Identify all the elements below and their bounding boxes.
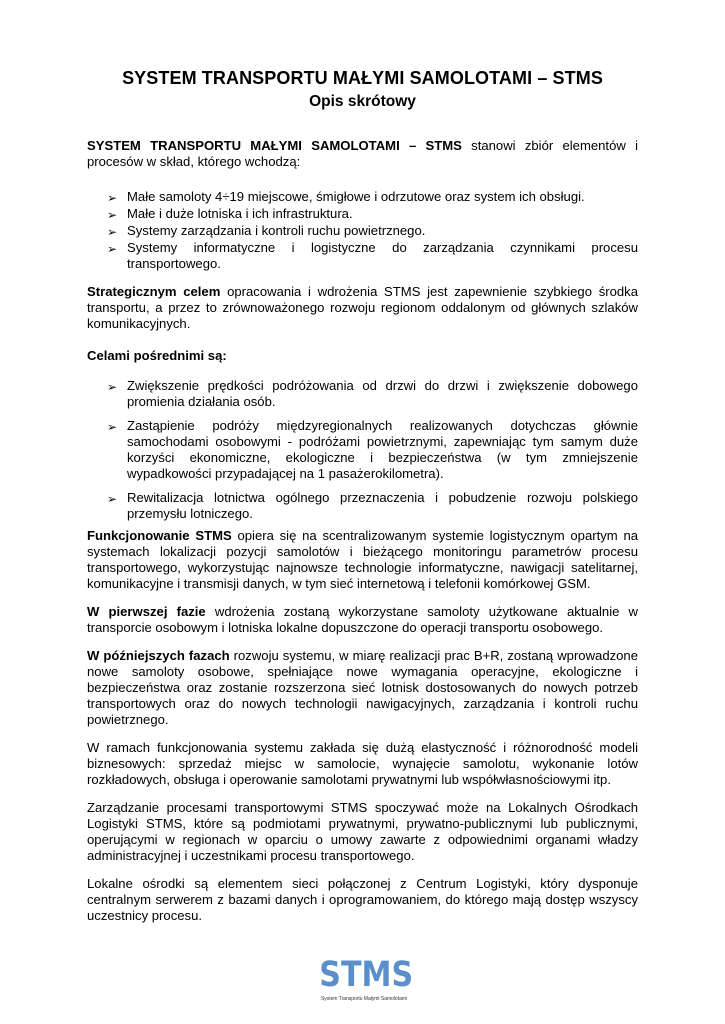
later-phases-paragraph [87,648,638,728]
list-item-text: Systemy zarządzania i kontroli ruchu powietrznego. [127,223,426,238]
functioning-paragraph [87,528,638,592]
list-item [87,378,638,410]
flexibility-paragraph: W ramach funkcjonowania systemu zakłada się dużą elastyczność i różnorodność modeli biznesowych: sprzedaż miejsc w samolocie, wynajęcie samolotu, wykonanie lotów rozkładowych, obsługa i operowanie samolotami prywatnymi lub współwłasnościowymi itp. [87,740,638,787]
stms-logo [312,956,416,1002]
page-subtitle: Opis skrótowy [309,93,416,110]
list-item [87,223,638,240]
logo-tagline: System Transportu Małymi Samolotami [320,996,408,1002]
strategic-goal-paragraph [87,284,638,332]
list-item [87,418,638,482]
list-item [87,490,638,522]
list-item-text: Małe i duże lotniska i ich infrastruktura. [127,206,353,221]
list-item-text: Zastąpienie podróży międzyregionalnych realizowanych dotychczas głównie samochodami osobowymi - podróżami powietrznymi, zapewniając tym samym duże korzyści ekonomiczne, ekologiczne i bezpieczeństwa (w tym zmniejszenie wypadkowości przypadającej na 1 pasażerokilometra). [127,418,638,481]
functioning-bold: Funkcjonowanie STMS [87,528,232,543]
page-title: SYSTEM TRANSPORTU MAŁYMI SAMOLOTAMI – STMS [122,68,603,88]
document-body [87,138,638,924]
bullet-arrow-icon: ➢ [107,380,118,394]
later-phases-text: rozwoju systemu, w miarę realizacji prac B+R, zostaną wprowadzone nowe samoloty osobowe, spełniające nowe wymagania operacyjne, ekologiczne i bezpieczeństwa oraz zostanie rozszerzona sieć lotnisk dostosowanych do nowych potrzeb transportowych oraz do nowych technologii nawigacyjnych, zarządzania i kontroli ruchu powietrznego. [87,648,638,727]
bullet-arrow-icon: ➢ [107,225,118,239]
list-item-text: Zwiększenie prędkości podróżowania od drzwi do drzwi i zwiększenie dobowego promienia działania osób. [127,378,638,409]
first-phase-bold: W pierwszej fazie [87,604,206,619]
intro-bold: SYSTEM TRANSPORTU MAŁYMI SAMOLOTAMI – STMS [87,138,462,153]
logo-wordmark: STMS [319,955,414,995]
strategic-bold: Strategicznym celem [87,284,221,299]
intermediate-goals-heading [87,348,638,364]
bullet-arrow-icon: ➢ [107,242,118,256]
list-item [87,240,638,272]
bullet-arrow-icon: ➢ [107,420,118,434]
intermediate-heading-text: Celami pośrednimi są: [87,348,227,363]
bullet-arrow-icon: ➢ [107,208,118,222]
management-paragraph: Zarządzanie procesami transportowymi STMS spoczywać może na Lokalnych Ośrodkach Logistyki STMS, które są podmiotami prywatnymi, prywatno-publicznymi lub publicznymi, operującymi w regionach w oparciu o umowy zawarte z odpowiednimi organami władzy administracyjnej i uczestnikami procesu transportowego. [87,800,638,863]
later-phases-bold: W późniejszych fazach [87,648,230,663]
bullet-arrow-icon: ➢ [107,191,118,205]
intro-paragraph [87,138,638,170]
list-item [87,189,638,206]
components-list [87,189,638,272]
bullet-arrow-icon: ➢ [107,492,118,506]
list-item-text: Małe samoloty 4÷19 miejscowe, śmigłowe i odrzutowe oraz system ich obsługi. [127,189,585,204]
local-centers-paragraph: Lokalne ośrodki są elementem sieci połączonej z Centrum Logistyki, który dysponuje centralnym serwerem z bazami danych i oprogramowaniem, do którego mają dostęp wszyscy uczestnicy procesu. [87,876,638,923]
list-item-text: Systemy informatyczne i logistyczne do zarządzania czynnikami procesu transportowego. [127,240,638,271]
intro-text: stanowi zbiór elementów i procesów w skład, którego wchodzą: [87,138,638,169]
list-item [87,206,638,223]
functioning-text: opiera się na scentralizowanym systemie logistycznym opartym na systemach lokalizacji pozycji samolotów i bieżącego monitoringu parametrów procesu transportowego, wykorzystując najnowsze technologie informatyczne, nawigacji satelitarnej, komunikacyjne i transmisji danych, w tym sieć internetową i telefonii komórkowej GSM. [87,528,639,591]
first-phase-text: wdrożenia zostaną wykorzystane samoloty użytkowane aktualnie w transporcie osobowym i lotniska lokalne dopuszczone do operacji transportu osobowego. [87,604,639,635]
strategic-text: opracowania i wdrożenia STMS jest zapewnienie szybkiego środka transportu, a przez to zrównoważonego rozwoju regionom oddalonym od głównych szlaków komunikacyjnych. [87,284,638,331]
first-phase-paragraph [87,604,638,636]
list-item-text: Rewitalizacja lotnictwa ogólnego przeznaczenia i pobudzenie rozwoju polskiego przemysłu lotniczego. [127,490,638,521]
intermediate-goals-list [87,378,638,522]
